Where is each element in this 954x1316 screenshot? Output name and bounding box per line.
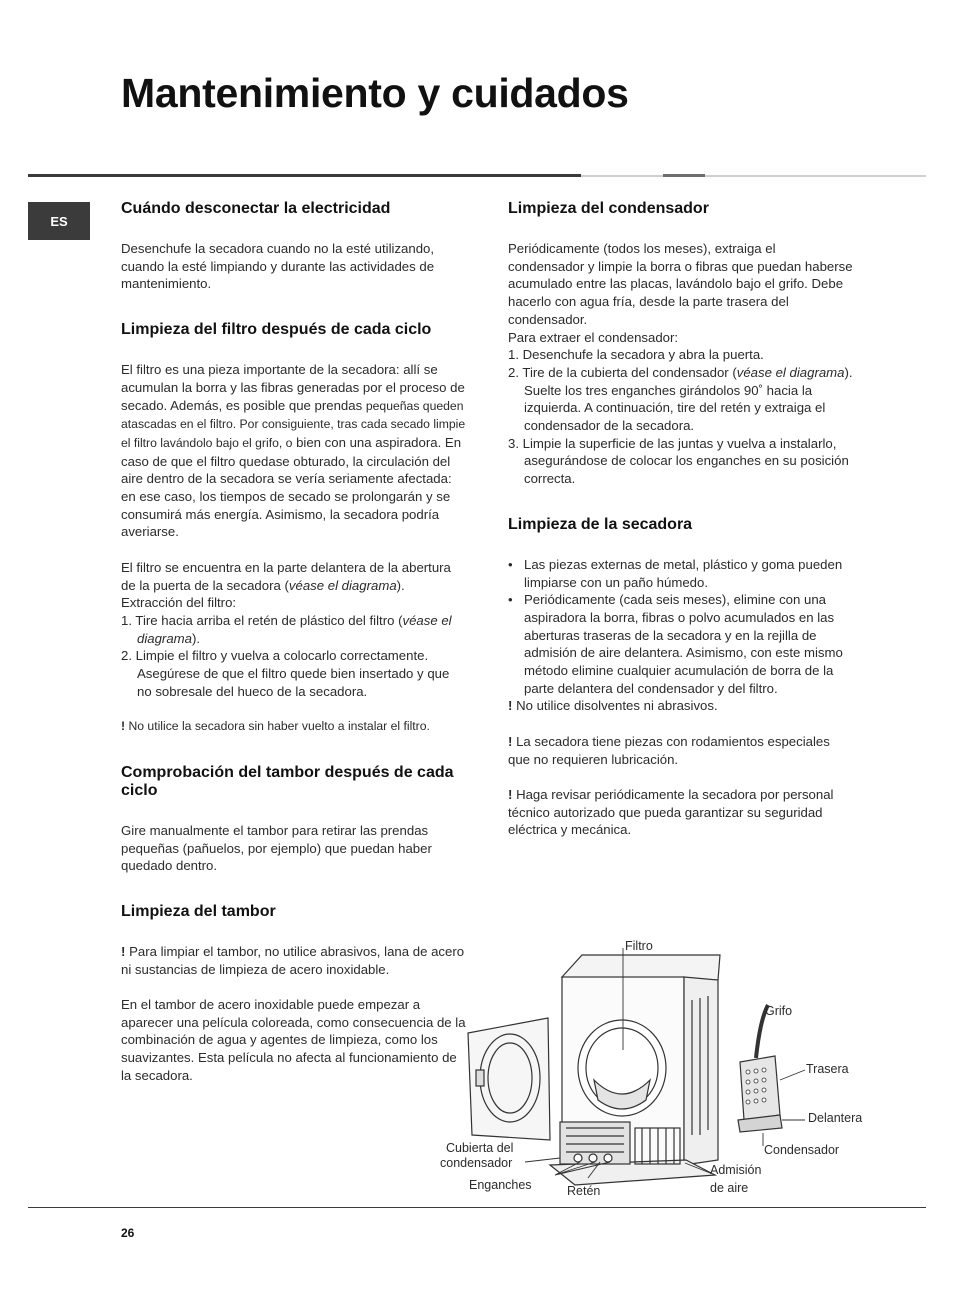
- text-run: bien con una aspiradora. En caso de que el filtro quedase obturado, la circulación del aire dentro de la secadora se vería seriamente afectada: en ese caso, los tiempos de secado se prolongarán y se consumirá más energía. Asimismo, la secadora podría averiarse.: [121, 434, 462, 540]
- label-cubierta-line1: Cubierta del: [446, 1141, 514, 1155]
- page-number: 26: [121, 1226, 135, 1240]
- warning-mark: !: [121, 943, 126, 959]
- section-body: [121, 361, 466, 541]
- list-item: [121, 612, 466, 647]
- label-reten: Retén: [567, 1184, 601, 1198]
- section-heading: Limpieza del tambor: [121, 902, 276, 920]
- warning-note: [508, 733, 853, 768]
- section-filter: [121, 321, 466, 736]
- header-rule-mid: [663, 174, 705, 177]
- text-run: 1. Tire hacia arriba el retén de plástico del filtro (: [121, 612, 403, 628]
- section-heading: Limpieza del filtro después de cada ciclo: [121, 321, 432, 339]
- label-delantera: Delantera: [808, 1111, 863, 1125]
- filter-location: [121, 559, 466, 594]
- header-rule-light: [581, 175, 663, 177]
- warning-mark: !: [121, 719, 126, 734]
- text-run: Haga revisar periódicamente la secadora por personal técnico autorizado que pueda garantizar su seguridad eléctrica y mecánica.: [508, 786, 834, 838]
- warning-note: [508, 786, 853, 839]
- list-item: 2. Limpie el filtro y vuelva a colocarlo correctamente. Asegúrese de que el filtro quede bien insertado y que no sobresale del hueco de la secadora.: [121, 648, 450, 699]
- right-column: [508, 200, 853, 839]
- section-heading: Limpieza del condensador: [508, 200, 709, 217]
- section-body: En el tambor de acero inoxidable puede empezar a aparecer una película coloreada, como consecuencia de la combinación de agua y agentes de limpieza, como los suavizantes. Esta película no afecta al funcionamiento de la secadora.: [121, 997, 466, 1083]
- section-body: Gire manualmente el tambor para retirar las prendas pequeñas (pañuelos, por ejemplo) que puedan haber quedado dentro.: [121, 822, 432, 874]
- left-column: [121, 200, 466, 1085]
- label-filtro: Filtro: [625, 939, 653, 953]
- warning-note: [508, 697, 853, 715]
- dryer-diagram: [430, 930, 930, 1210]
- section-drum-cleaning: [121, 903, 466, 1085]
- condenser-illustration: [738, 1005, 782, 1132]
- footer-rule: [28, 1207, 926, 1208]
- diagram-reference: véase el diagrama: [288, 577, 397, 593]
- text-run: La secadora tiene piezas con rodamientos especiales que no requieren lubricación.: [508, 733, 830, 767]
- text-run: ).: [191, 630, 201, 646]
- label-condensador: Condensador: [764, 1143, 840, 1157]
- section-heading: Cuándo desconectar la electricidad: [121, 200, 391, 217]
- warning-mark: !: [508, 733, 513, 749]
- section-condenser: [508, 200, 853, 488]
- list-item: • Las piezas externas de metal, plástico y goma pueden limpiarse con un paño húmedo.: [508, 556, 853, 591]
- warning-mark: !: [508, 786, 513, 802]
- text-run: ). Suelte los tres enganches girándolos 90˚ hacia la izquierda. A continuación, tire del retén y extraiga el condensador de la secadora.: [524, 364, 853, 434]
- label-admision-line2: de aire: [710, 1181, 749, 1195]
- warning-mark: !: [508, 698, 513, 714]
- page-title: Mantenimiento y cuidados: [121, 70, 629, 116]
- text-run: No utilice la secadora sin haber vuelto a instalar el filtro.: [125, 719, 430, 734]
- text-run: ).: [396, 577, 405, 593]
- section-body: Periódicamente (todos los meses), extraiga el condensador y limpie la borra o fibras que puedan haberse acumulado entre las placas, lavándolo bajo el grifo. Debe hacerlo con agua fría, desde la parte trasera del condensador.: [508, 241, 853, 327]
- list-item: [508, 364, 853, 435]
- section-dryer-cleaning: [508, 516, 853, 839]
- filter-steps: [121, 612, 466, 701]
- condenser-steps: [508, 346, 853, 488]
- section-body: Desenchufe la secadora cuando no la esté utilizando, cuando la esté limpiando y durante las actividades de mantenimiento.: [121, 241, 435, 292]
- header-rule-dark: [28, 174, 581, 177]
- label-trasera: Trasera: [806, 1062, 849, 1076]
- diagram-reference: véase el diagrama: [137, 612, 452, 646]
- list-item: • Periódicamente (cada seis meses), elimine con una aspiradora la borra, fibras o polvo acumulados en las aberturas traseras de la secadora y en la rejilla de admisión de aire delantera. Asimismo, con este mismo método elimine cualquier acumulación de borra de la parte delantera del condensador y del filtro.: [508, 591, 853, 697]
- section-disconnect: [121, 200, 466, 293]
- filter-extraction-intro: Extracción del filtro:: [121, 595, 237, 611]
- text-run-small: pequeñas queden atascadas en el filtro. Por consiguiente, tras cada secado limpie el filtro lavándolo bajo el grifo, o: [121, 398, 466, 450]
- label-cubierta-line2: condensador: [440, 1156, 513, 1170]
- condenser-extraction-intro: Para extraer el condensador:: [508, 329, 679, 345]
- text-run: 2. Tire de la cubierta del condensador (: [508, 364, 737, 380]
- warning-note: [121, 718, 466, 736]
- section-drum-check: [121, 764, 466, 875]
- label-grifo: Grifo: [765, 1004, 793, 1018]
- label-enganches: Enganches: [469, 1178, 532, 1192]
- section-heading: Limpieza de la secadora: [508, 515, 693, 533]
- text-run: El filtro se encuentra en la parte delantera de la abertura de la puerta de la secadora (: [121, 559, 451, 593]
- language-badge: ES: [28, 202, 90, 240]
- list-item: 3. Limpie la superficie de las juntas y vuelva a instalarlo, asegurándose de colocar los enganches en su posición correcta.: [508, 435, 849, 487]
- text-run: El filtro es una pieza importante de la secadora: allí se acumulan la borra y las fibras generadas por el proceso de secado. Además, es posible que prendas: [121, 362, 465, 413]
- warning-note: [121, 943, 466, 978]
- diagram-reference: véase el diagrama: [736, 364, 845, 380]
- text-run: Para limpiar el tambor, no utilice abrasivos, lana de acero ni sustancias de limpieza de acero inoxidable.: [121, 943, 465, 977]
- cleaning-bullets: [508, 556, 853, 698]
- list-item: 1. Desenchufe la secadora y abra la puerta.: [508, 347, 764, 363]
- label-admision-line1: Admisión: [710, 1163, 762, 1177]
- header-rule-light-end: [705, 175, 926, 177]
- text-run: No utilice disolventes ni abrasivos.: [512, 698, 718, 714]
- section-heading: Comprobación del tambor después de cada ciclo: [121, 763, 454, 799]
